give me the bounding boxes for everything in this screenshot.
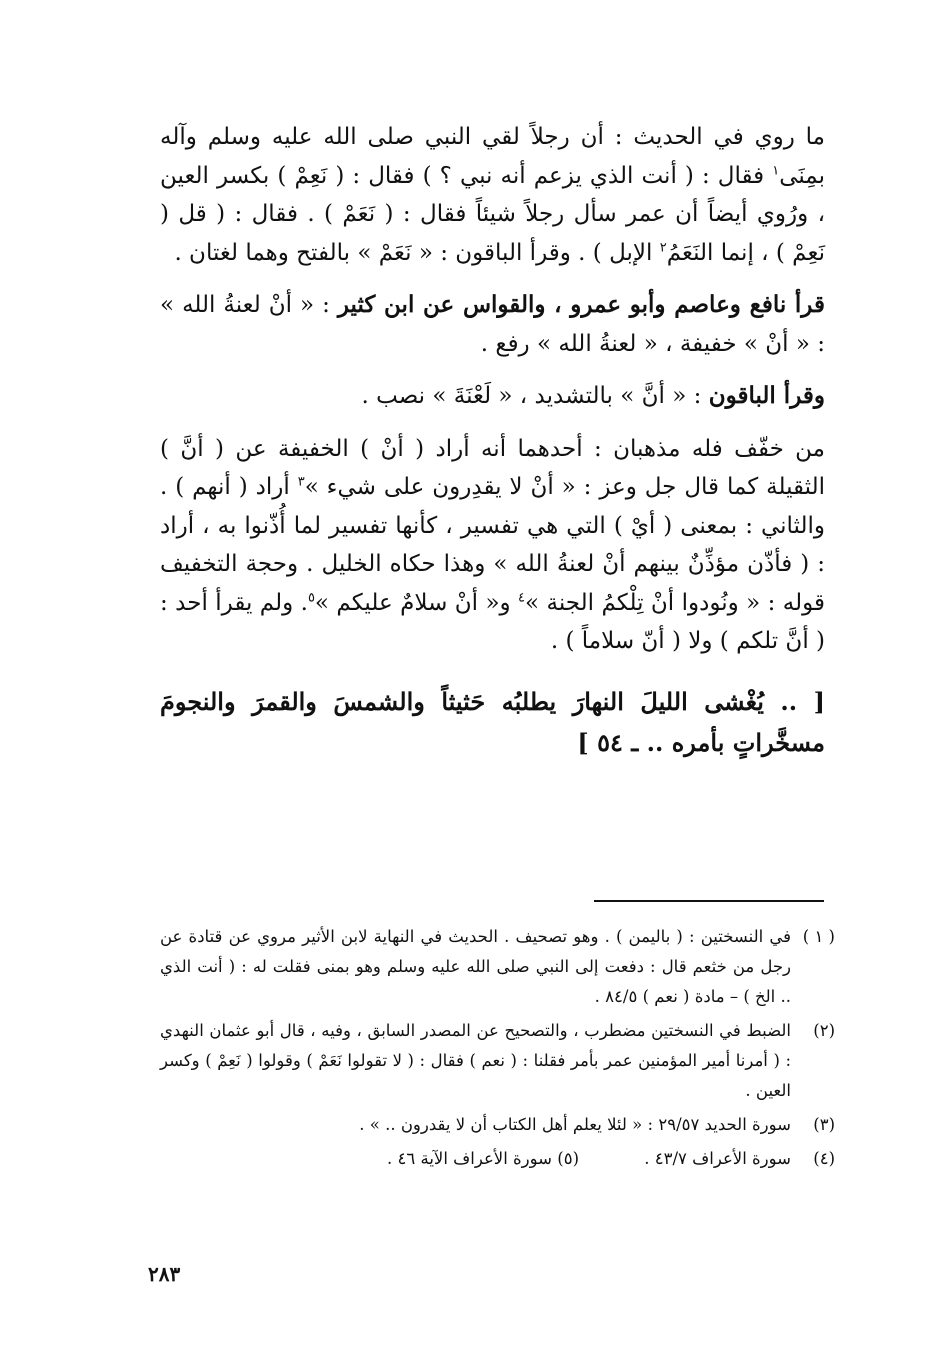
footnote-ref-1: ١ [772,162,780,178]
footnote-text: سورة الحديد ٢٩/٥٧ : « لئلا يعلم أهل الكتاب أن لا يقدرون .. » . [359,1115,791,1134]
paragraph-text: فقال : ( أنت الذي يزعم أنه نبي ؟ ) فقال : ( نَعِمْ ) بكسر العين ، ورُوي أيضاً أن عمر سأل رجلاً شيئاً فقال : ( نَعَمْ ) . فقال : ( قل ( نَعِمْ ) ، إنما النَعَمُ [160,162,825,266]
footnote-ref-2: ٢ [659,239,667,255]
footnote-divider [594,900,824,902]
footnote-number: (٣) [813,1115,835,1134]
paragraph-3 [160,377,825,416]
footnote-4-5 [160,1144,835,1174]
main-text [160,118,825,763]
paragraph-text: من خفّف فله مذهبان : أحدهما أنه أراد ( أنْ ) الخفيفة عن ( أنَّ ) الثقيلة كما قال جل وعز : « أنْ لا يقدِرون على شيء » [160,435,825,500]
footnote-text: الضبط في النسختين مضطرب ، والتصحيح عن المصدر السابق ، وفيه ، قال أبو عثمان النهدي : ( أمرنا أمير المؤمنين عمر بأمر فقلنا : ( نعم ) فقال : ( لا تقولوا نَعَمْ ) وقولوا ( نَعِمْ ) وكسر العين . [160,1021,791,1100]
paragraph-text: : « أنَّ » بالتشديد ، « لَعْنَةَ » نصب . [361,383,709,409]
reader-names: قرأ نافع وعاصم وأبو عمرو ، والقواس عن ابن كثير [337,291,825,318]
footnote-text: (٥) سورة الأعراف الآية ٤٦ . [387,1149,579,1168]
footnote-ref-5: ٥ [307,589,315,605]
paragraph-text: : « أنْ لعنةُ الله » : « أنْ » خفيفة ، « لعنةُ الله » رفع . [160,292,825,357]
footnote-number: (٤) [813,1149,835,1168]
page-number: ٢٨٣ [148,1262,181,1286]
footnote-2 [160,1016,835,1106]
footnote-text: في النسختين : ( باليمن ) . وهو تصحيف . الحديث في النهاية لابن الأثير مروي عن قتادة عن رجل من خثعم قال : دفعت إلى النبي صلى الله عليه وسلم وهو بمنى فقلت له : ( أنت الذي .. الخ ) – مادة ( نعم ) ٨٤/٥ . [160,927,791,1006]
paragraph-text: الإبل ) . وقرأ الباقون : « نَعَمْ » بالفتح وهما لغتان . [174,239,660,266]
quran-verse: [ .. يُغْشى الليلَ النهارَ يطلبُه حَثيثاً والشمسَ والقمرَ والنجومَ مسخَّراتٍ بأمره .. ـ ٥٤ ] [160,686,825,757]
paragraph-text: أراد ( أنهم ) . والثاني : بمعنى ( أيْ ) التي هي تفسير ، كأنها تفسير لما أُذّنوا به ، أراد : ( فأذّن مؤذِّنٌ بينهم أنْ لعنةُ الله » وهذا حكاه الخليل . وحجة التخفيف قوله : « ونُودوا أنْ تِلْكمُ الجنة » [160,474,825,616]
footnote-3 [160,1110,835,1140]
paragraph-2 [160,286,825,363]
footnote-number: (٢) [813,1021,835,1040]
paragraph-text: ما روي في الحديث : أن رجلاً لقي النبي صلى الله عليه وسلم وآله بمِنَى [160,124,825,189]
footnote-number: ( ١ ) [802,927,835,946]
paragraph-4 [160,430,825,661]
reader-names: وقرأ الباقون [708,382,825,409]
footnote-1 [160,922,835,1012]
paragraph-text: و« أنْ سلامٌ عليكم » [314,589,519,616]
footnote-ref-4: ٤ [518,589,526,605]
paragraph-text: . ولم يقرأ أحد : ( أنَّ تلكم ) ولا ( أنّ سلاماً ) . [160,589,825,654]
footnotes [160,922,835,1174]
footnote-text: سورة الأعراف ٤٣/٧ . [644,1149,791,1168]
footnote-ref-3: ٣ [297,474,305,490]
paragraph-1 [160,118,825,272]
